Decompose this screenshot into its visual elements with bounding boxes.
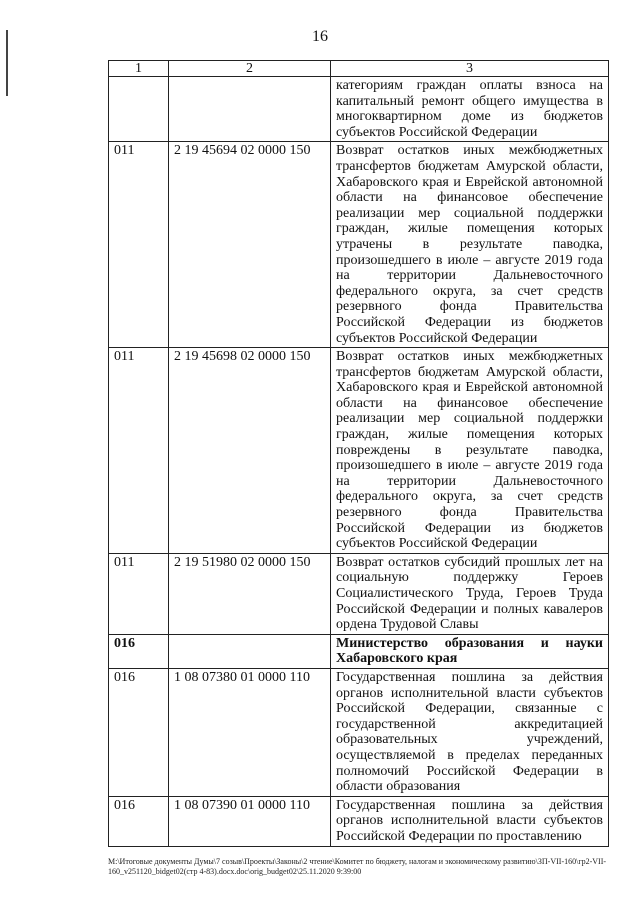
revenue-code <box>169 77 331 142</box>
revenue-description: Государственная пошлина за действия органов исполнительной власти субъектов Российской Федерации, связанные с государственной аккредитацией образовательных учреждений, осуществляемой в пределах переданных полномочий Российской Федерации в области образования <box>331 668 609 796</box>
revenue-code: 2 19 51980 02 0000 150 <box>169 553 331 634</box>
ministry-name: Министерство образования и науки Хабаровского края <box>331 634 609 668</box>
admin-code: 016 <box>109 668 169 796</box>
table-row-ministry-heading <box>109 634 609 668</box>
header-col-1: 1 <box>109 61 169 77</box>
revenue-description: Государственная пошлина за действия органов исполнительной власти субъектов Российской Федерации по проставлению <box>331 796 609 846</box>
admin-code: 016 <box>109 796 169 846</box>
table-row <box>109 142 609 348</box>
revenue-code: 2 19 45698 02 0000 150 <box>169 348 331 554</box>
revenue-description: Возврат остатков субсидий прошлых лет на социальную поддержку Героев Социалистического Труда, Героев Труда Российской Федерации и полных кавалеров ордена Трудовой Славы <box>331 553 609 634</box>
table-row <box>109 77 609 142</box>
revenue-code <box>169 634 331 668</box>
codes-table <box>108 60 609 847</box>
admin-code: 016 <box>109 634 169 668</box>
table-header-row <box>109 61 609 77</box>
page-number: 16 <box>312 28 328 45</box>
revenue-code: 1 08 07390 01 0000 110 <box>169 796 331 846</box>
revenue-code: 1 08 07380 01 0000 110 <box>169 668 331 796</box>
revenue-description: Возврат остатков иных межбюджетных трансфертов бюджетам Амурской области, Хабаровского края и Еврейской автономной области на финансовое обеспечение реализации мер социальной поддержки граждан, жилые помещения которых утрачены в результате паводка, произошедшего в июле – августе 2019 года на территории Дальневосточного федерального округа, за счет средств резервного фонда Правительства Российской Федерации из бюджетов субъектов Российской Федерации <box>331 142 609 348</box>
admin-code: 011 <box>109 142 169 348</box>
header-col-3: 3 <box>331 61 609 77</box>
table-row <box>109 668 609 796</box>
file-path-footer: M:\Итоговые документы Думы\7 созыв\Проекты\Законы\2 чтение\Комитет по бюджету, налогам и экономическому развитию\ЗП-VII-160\гр2-VII-160_v251120_bidget02(стр 4-83).docx.doc\orig_budget02\25.11.2020 9:39:00 <box>108 857 607 876</box>
revenue-code: 2 19 45694 02 0000 150 <box>169 142 331 348</box>
admin-code: 011 <box>109 553 169 634</box>
header-col-2: 2 <box>169 61 331 77</box>
admin-code <box>109 77 169 142</box>
table-row <box>109 348 609 554</box>
revenue-description: категориям граждан оплаты взноса на капитальный ремонт общего имущества в многоквартирном доме из бюджетов субъектов Российской Федерации <box>331 77 609 142</box>
table-row <box>109 796 609 846</box>
table-row <box>109 553 609 634</box>
admin-code: 011 <box>109 348 169 554</box>
revenue-description: Возврат остатков иных межбюджетных трансфертов бюджетам Амурской области, Хабаровского края и Еврейской автономной области на финансовое обеспечение реализации мер социальной поддержки граждан, жилые помещения которых повреждены в результате паводка, произошедшего в июле – августе 2019 года на территории Дальневосточного федерального округа, за счет средств резервного фонда Правительства Российской Федерации из бюджетов субъектов Российской Федерации <box>331 348 609 554</box>
